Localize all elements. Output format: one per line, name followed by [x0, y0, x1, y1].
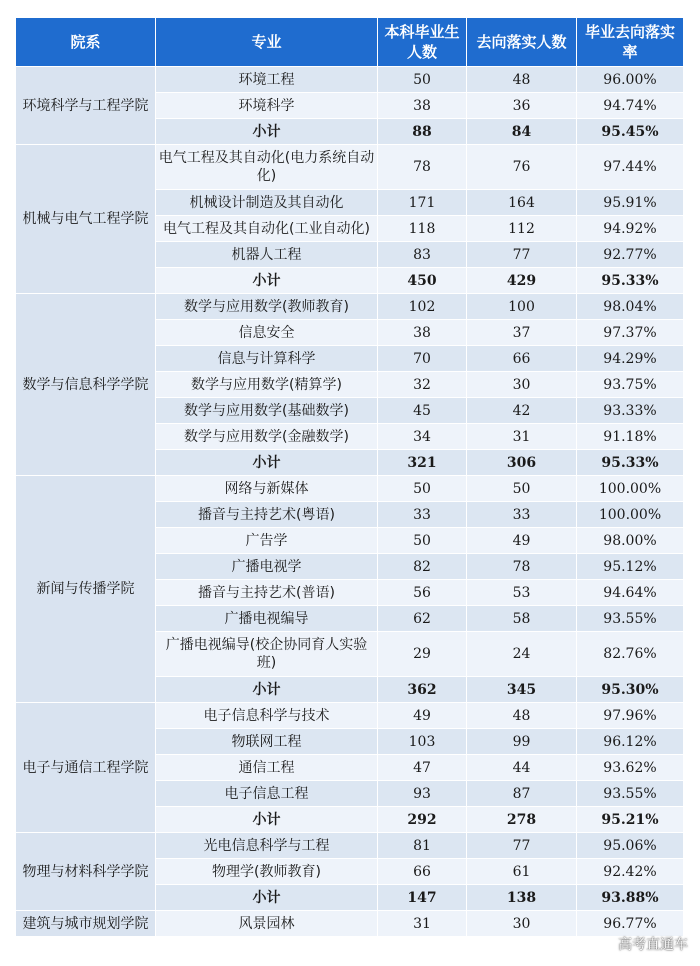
subtotal-graduates-cell: 362 — [378, 677, 467, 703]
table-row — [16, 833, 684, 859]
placed-cell: 53 — [467, 580, 577, 606]
graduates-cell: 47 — [378, 755, 467, 781]
subtotal-rate-cell: 95.33% — [577, 450, 684, 476]
graduates-cell: 82 — [378, 554, 467, 580]
graduates-cell: 83 — [378, 242, 467, 268]
table-header-row — [16, 18, 684, 67]
major-name-cell: 电气工程及其自动化(电力系统自动化) — [156, 145, 378, 190]
subtotal-label-cell: 小计 — [156, 119, 378, 145]
placement-rate-table — [15, 17, 684, 937]
rate-cell: 94.74% — [577, 93, 684, 119]
rate-cell: 93.55% — [577, 781, 684, 807]
placed-cell: 44 — [467, 755, 577, 781]
rate-cell: 95.06% — [577, 833, 684, 859]
major-name-cell: 环境科学 — [156, 93, 378, 119]
graduates-cell: 103 — [378, 729, 467, 755]
major-name-cell: 播音与主持艺术(普语) — [156, 580, 378, 606]
major-name-cell: 数学与应用数学(精算学) — [156, 372, 378, 398]
table-row — [16, 145, 684, 190]
placed-cell: 99 — [467, 729, 577, 755]
placed-cell: 164 — [467, 190, 577, 216]
school-name-cell: 建筑与城市规划学院 — [16, 911, 156, 937]
placed-cell: 48 — [467, 703, 577, 729]
major-name-cell: 机械设计制造及其自动化 — [156, 190, 378, 216]
rate-cell: 92.77% — [577, 242, 684, 268]
placed-cell: 77 — [467, 242, 577, 268]
major-name-cell: 数学与应用数学(基础数学) — [156, 398, 378, 424]
subtotal-placed-cell: 429 — [467, 268, 577, 294]
subtotal-label-cell: 小计 — [156, 885, 378, 911]
major-name-cell: 数学与应用数学(金融数学) — [156, 424, 378, 450]
placed-cell: 76 — [467, 145, 577, 190]
subtotal-graduates-cell: 292 — [378, 807, 467, 833]
graduates-cell: 38 — [378, 320, 467, 346]
table-row — [16, 703, 684, 729]
graduates-cell: 49 — [378, 703, 467, 729]
major-name-cell: 广告学 — [156, 528, 378, 554]
major-name-cell: 数学与应用数学(教师教育) — [156, 294, 378, 320]
rate-cell: 92.42% — [577, 859, 684, 885]
major-name-cell: 电子信息科学与技术 — [156, 703, 378, 729]
major-name-cell: 物联网工程 — [156, 729, 378, 755]
graduates-cell: 32 — [378, 372, 467, 398]
placed-cell: 78 — [467, 554, 577, 580]
placed-cell: 87 — [467, 781, 577, 807]
school-name-cell: 环境科学与工程学院 — [16, 67, 156, 145]
rate-cell: 95.91% — [577, 190, 684, 216]
header-placed: 去向落实人数 — [467, 18, 577, 67]
header-rate: 毕业去向落实率 — [577, 18, 684, 67]
placed-cell: 42 — [467, 398, 577, 424]
graduates-cell: 62 — [378, 606, 467, 632]
table-row — [16, 294, 684, 320]
subtotal-label-cell: 小计 — [156, 450, 378, 476]
placed-cell: 30 — [467, 372, 577, 398]
table-row — [16, 476, 684, 502]
graduates-cell: 38 — [378, 93, 467, 119]
rate-cell: 82.76% — [577, 632, 684, 677]
rate-cell: 93.55% — [577, 606, 684, 632]
placed-cell: 33 — [467, 502, 577, 528]
rate-cell: 91.18% — [577, 424, 684, 450]
table-row — [16, 67, 684, 93]
major-name-cell: 广播电视学 — [156, 554, 378, 580]
subtotal-rate-cell: 95.21% — [577, 807, 684, 833]
subtotal-rate-cell: 95.45% — [577, 119, 684, 145]
major-name-cell: 网络与新媒体 — [156, 476, 378, 502]
major-name-cell: 播音与主持艺术(粤语) — [156, 502, 378, 528]
major-name-cell: 广播电视编导(校企协同育人实验班) — [156, 632, 378, 677]
header-major: 专业 — [156, 18, 378, 67]
placed-cell: 36 — [467, 93, 577, 119]
school-name-cell: 电子与通信工程学院 — [16, 703, 156, 833]
subtotal-graduates-cell: 147 — [378, 885, 467, 911]
graduates-cell: 66 — [378, 859, 467, 885]
graduates-cell: 45 — [378, 398, 467, 424]
graduates-cell: 50 — [378, 528, 467, 554]
subtotal-label-cell: 小计 — [156, 268, 378, 294]
rate-cell: 93.33% — [577, 398, 684, 424]
rate-cell: 96.12% — [577, 729, 684, 755]
graduates-cell: 70 — [378, 346, 467, 372]
graduates-cell: 171 — [378, 190, 467, 216]
school-name-cell: 新闻与传播学院 — [16, 476, 156, 703]
subtotal-rate-cell: 95.30% — [577, 677, 684, 703]
placed-cell: 31 — [467, 424, 577, 450]
major-name-cell: 环境工程 — [156, 67, 378, 93]
rate-cell: 98.04% — [577, 294, 684, 320]
table-row — [16, 911, 684, 937]
subtotal-rate-cell: 93.88% — [577, 885, 684, 911]
placed-cell: 77 — [467, 833, 577, 859]
graduates-cell: 118 — [378, 216, 467, 242]
major-name-cell: 光电信息科学与工程 — [156, 833, 378, 859]
placed-cell: 100 — [467, 294, 577, 320]
major-name-cell: 通信工程 — [156, 755, 378, 781]
school-name-cell: 数学与信息科学学院 — [16, 294, 156, 476]
placed-cell: 50 — [467, 476, 577, 502]
graduates-cell: 50 — [378, 67, 467, 93]
rate-cell: 97.96% — [577, 703, 684, 729]
header-school: 院系 — [16, 18, 156, 67]
major-name-cell: 机器人工程 — [156, 242, 378, 268]
rate-cell: 97.44% — [577, 145, 684, 190]
graduates-cell: 81 — [378, 833, 467, 859]
subtotal-placed-cell: 138 — [467, 885, 577, 911]
subtotal-rate-cell: 95.33% — [577, 268, 684, 294]
graduates-cell: 93 — [378, 781, 467, 807]
subtotal-graduates-cell: 88 — [378, 119, 467, 145]
rate-cell: 93.75% — [577, 372, 684, 398]
major-name-cell: 风景园林 — [156, 911, 378, 937]
major-name-cell: 广播电视编导 — [156, 606, 378, 632]
placed-cell: 61 — [467, 859, 577, 885]
major-name-cell: 电子信息工程 — [156, 781, 378, 807]
subtotal-placed-cell: 345 — [467, 677, 577, 703]
graduates-cell: 29 — [378, 632, 467, 677]
major-name-cell: 信息与计算科学 — [156, 346, 378, 372]
header-graduates: 本科毕业生人数 — [378, 18, 467, 67]
graduates-cell: 102 — [378, 294, 467, 320]
subtotal-placed-cell: 278 — [467, 807, 577, 833]
rate-cell: 98.00% — [577, 528, 684, 554]
placed-cell: 58 — [467, 606, 577, 632]
graduates-cell: 33 — [378, 502, 467, 528]
subtotal-placed-cell: 84 — [467, 119, 577, 145]
graduates-cell: 31 — [378, 911, 467, 937]
subtotal-placed-cell: 306 — [467, 450, 577, 476]
graduates-cell: 56 — [378, 580, 467, 606]
placed-cell: 24 — [467, 632, 577, 677]
rate-cell: 95.12% — [577, 554, 684, 580]
graduates-cell: 34 — [378, 424, 467, 450]
major-name-cell: 信息安全 — [156, 320, 378, 346]
school-name-cell: 机械与电气工程学院 — [16, 145, 156, 294]
school-name-cell: 物理与材料科学学院 — [16, 833, 156, 911]
major-name-cell: 电气工程及其自动化(工业自动化) — [156, 216, 378, 242]
placed-cell: 112 — [467, 216, 577, 242]
rate-cell: 96.00% — [577, 67, 684, 93]
rate-cell: 97.37% — [577, 320, 684, 346]
subtotal-label-cell: 小计 — [156, 807, 378, 833]
rate-cell: 100.00% — [577, 502, 684, 528]
rate-cell: 96.77% — [577, 911, 684, 937]
placed-cell: 48 — [467, 67, 577, 93]
placed-cell: 66 — [467, 346, 577, 372]
placed-cell: 30 — [467, 911, 577, 937]
rate-cell: 94.64% — [577, 580, 684, 606]
rate-cell: 100.00% — [577, 476, 684, 502]
rate-cell: 93.62% — [577, 755, 684, 781]
graduates-cell: 78 — [378, 145, 467, 190]
rate-cell: 94.92% — [577, 216, 684, 242]
watermark-text: 高考直通车 — [618, 937, 688, 953]
placed-cell: 37 — [467, 320, 577, 346]
subtotal-graduates-cell: 321 — [378, 450, 467, 476]
rate-cell: 94.29% — [577, 346, 684, 372]
table-body — [16, 67, 684, 937]
subtotal-graduates-cell: 450 — [378, 268, 467, 294]
major-name-cell: 物理学(教师教育) — [156, 859, 378, 885]
placed-cell: 49 — [467, 528, 577, 554]
subtotal-label-cell: 小计 — [156, 677, 378, 703]
graduates-cell: 50 — [378, 476, 467, 502]
